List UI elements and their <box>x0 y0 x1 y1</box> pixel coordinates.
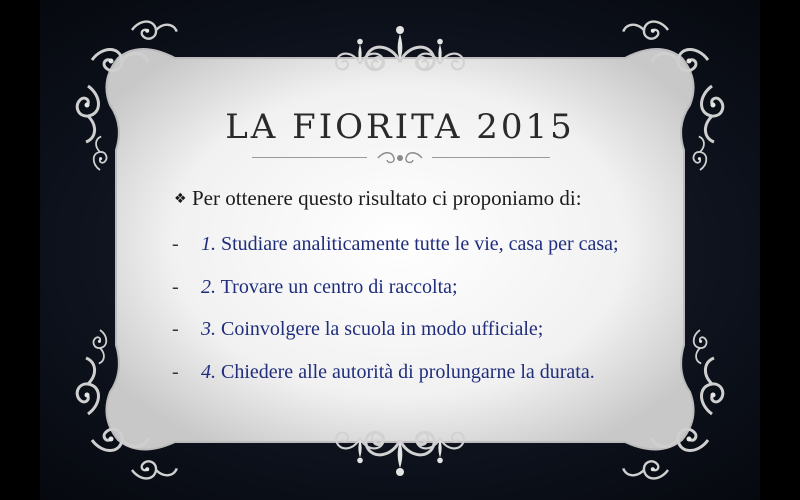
list-number: 1. <box>201 233 216 255</box>
list-item <box>172 318 543 341</box>
list-dash: - <box>172 361 179 383</box>
list-item <box>172 233 619 256</box>
diamond-bullet-icon: ❖ <box>174 191 187 207</box>
list-dash: - <box>172 276 179 298</box>
list-text: Coinvolgere la scuola in modo ufficiale; <box>216 318 544 340</box>
intro-line <box>174 186 582 211</box>
list-item <box>172 276 458 299</box>
list-text: Studiare analiticamente tutte le vie, casa per casa; <box>216 233 619 255</box>
intro-text: Per ottenere questo risultato ci proponiamo di: <box>192 186 582 210</box>
slide-title: LA FIORITA 2015 <box>225 107 575 147</box>
title-rule-right <box>432 157 550 158</box>
list-item <box>172 361 595 384</box>
list-number: 3. <box>201 318 216 340</box>
list-dash: - <box>172 233 179 255</box>
list-number: 2. <box>201 276 216 298</box>
title-rule-left <box>252 157 367 158</box>
list-text: Trovare un centro di raccolta; <box>216 276 458 298</box>
list-dash: - <box>172 318 179 340</box>
list-text: Chiedere alle autorità di prolungarne la durata. <box>216 361 595 383</box>
list-number: 4. <box>201 361 216 383</box>
title-ornament-icon <box>374 149 426 167</box>
